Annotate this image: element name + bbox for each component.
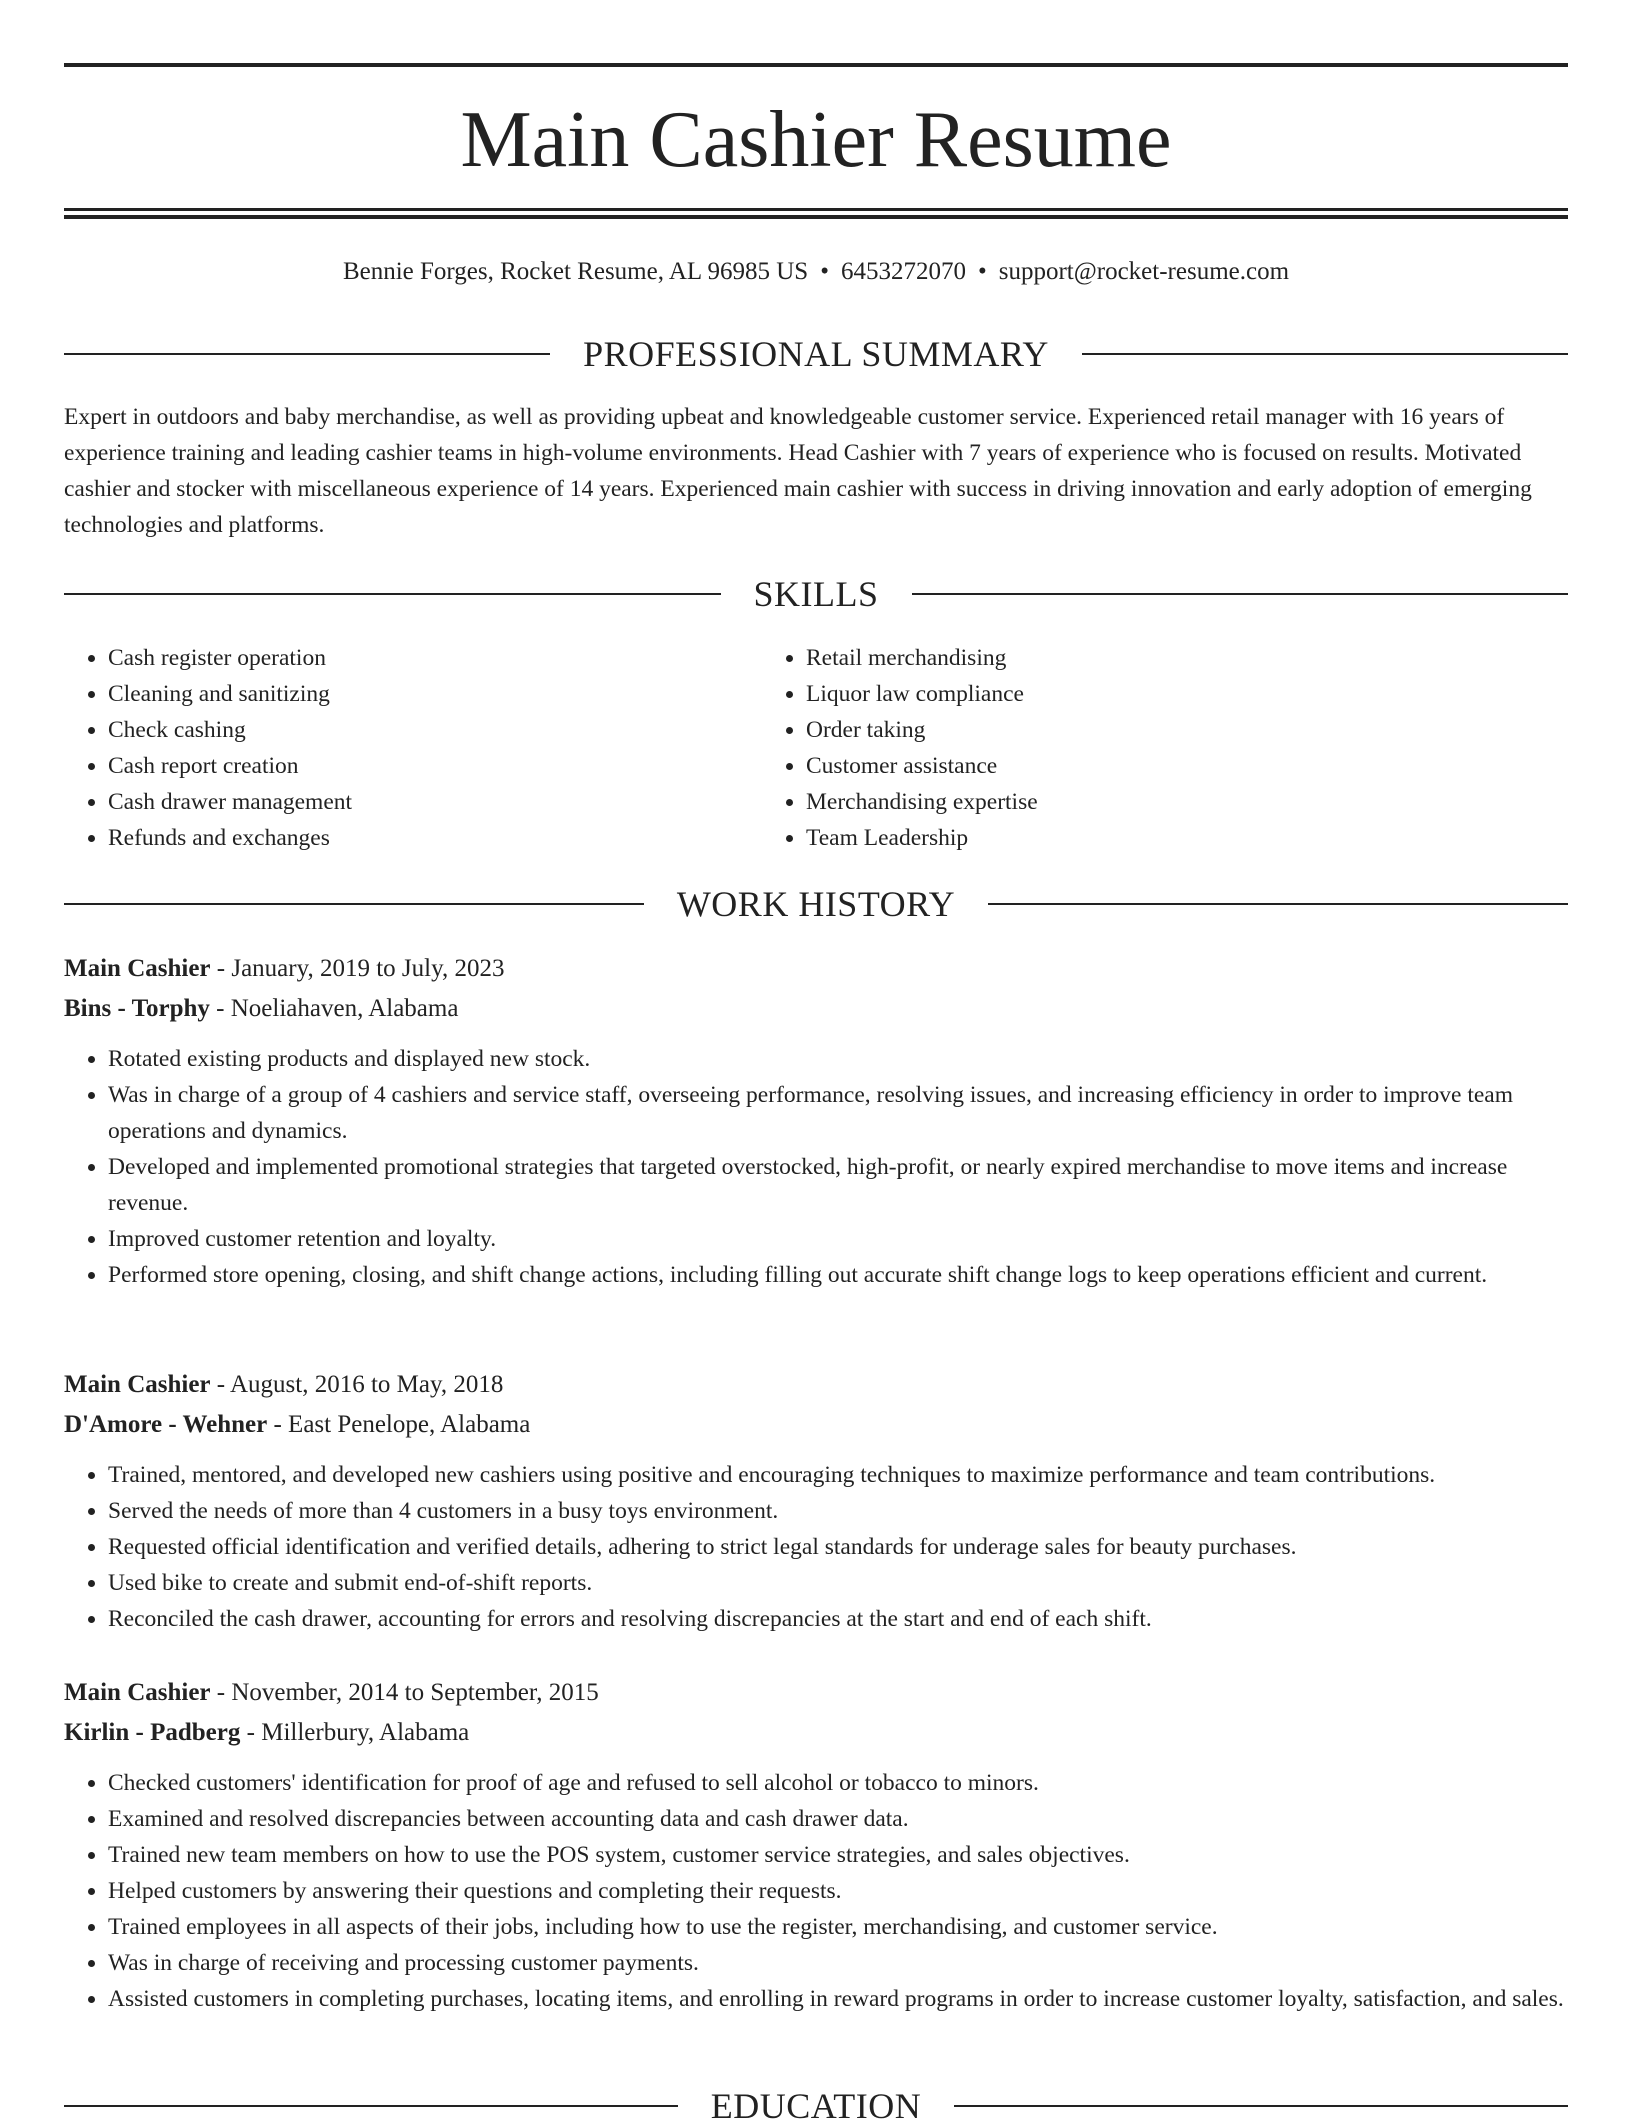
skill-item: • Cleaning and sanitizing <box>108 676 762 712</box>
job-company-line <box>64 1405 1568 1445</box>
skills-column-right <box>762 640 1568 856</box>
job-entry <box>64 1365 1568 1637</box>
job-duties <box>64 1457 1568 1637</box>
skill-item: • Customer assistance <box>806 748 1568 784</box>
title-rule-upper <box>64 208 1568 211</box>
job-duty-item: • Assisted customers in completing purchases, locating items, and enrolling in reward programs in order to increase customer loyalty, satisfaction, and sales. <box>108 1981 1568 2017</box>
job-duty-item: • Developed and implemented promotional strategies that targeted overstocked, high-profit, or nearly expired merchandise to move items and increase revenue. <box>108 1149 1568 1221</box>
section-heading-summary <box>64 332 1568 376</box>
skills-list <box>64 640 1568 856</box>
job-duty-item: • Used bike to create and submit end-of-shift reports. <box>108 1565 1568 1601</box>
resume-title: Main Cashier Resume <box>460 96 1172 184</box>
job-company: Kirlin - Padberg <box>64 1719 241 1746</box>
job-duty-item: • Was in charge of a group of 4 cashiers and service staff, overseeing performance, resolving issues, and increasing efficiency in order to improve team operations and dynamics. <box>108 1077 1568 1149</box>
job-dates: - January, 2019 to July, 2023 <box>210 955 505 982</box>
heading-rule <box>1082 353 1568 355</box>
job-duty-item: • Requested official identification and verified details, adhering to strict legal standards for underage sales for beauty purchases. <box>108 1529 1568 1565</box>
heading-rule <box>64 903 644 905</box>
title-rule-lower <box>64 215 1568 219</box>
skill-item: • Cash register operation <box>108 640 762 676</box>
job-duty-item: • Trained new team members on how to use the POS system, customer service strategies, and sales objectives. <box>108 1837 1568 1873</box>
heading-rule <box>64 593 721 595</box>
skill-item: • Order taking <box>806 712 1568 748</box>
heading-rule <box>64 353 550 355</box>
job-dates: - August, 2016 to May, 2018 <box>210 1371 504 1398</box>
job-entry <box>64 949 1568 1293</box>
section-heading-skills <box>64 572 1568 616</box>
section-title: PROFESSIONAL SUMMARY <box>583 334 1049 374</box>
job-title-line <box>64 1673 1568 1713</box>
job-duty-item: • Examined and resolved discrepancies between accounting data and cash drawer data. <box>108 1801 1568 1837</box>
job-position: Main Cashier <box>64 955 211 982</box>
skill-item: • Check cashing <box>108 712 762 748</box>
job-duty-item: • Reconciled the cash drawer, accounting for errors and resolving discrepancies at the start and end of each shift. <box>108 1601 1568 1637</box>
job-company: Bins - Torphy <box>64 995 210 1022</box>
job-company-line <box>64 989 1568 1029</box>
contact-separator: • <box>977 258 987 285</box>
job-duty-item: • Improved customer retention and loyalty. <box>108 1221 1568 1257</box>
heading-rule <box>64 2105 678 2107</box>
job-position: Main Cashier <box>64 1679 211 1706</box>
job-dates: - November, 2014 to September, 2015 <box>210 1679 599 1706</box>
job-location: - East Penelope, Alabama <box>267 1411 531 1438</box>
section-heading-education <box>64 2084 1568 2128</box>
section-title: SKILLS <box>753 574 879 614</box>
job-company-line <box>64 1713 1568 1753</box>
skills-column-left <box>64 640 762 856</box>
job-duty-item: • Trained, mentored, and developed new cashiers using positive and encouraging techniques to maximize performance and team contributions. <box>108 1457 1568 1493</box>
job-duty-item: • Helped customers by answering their questions and completing their requests. <box>108 1873 1568 1909</box>
job-duty-item: • Rotated existing products and displayed new stock. <box>108 1041 1568 1077</box>
skill-item: • Refunds and exchanges <box>108 820 762 856</box>
job-location: - Millerbury, Alabama <box>240 1719 470 1746</box>
section-heading-work-history <box>64 882 1568 926</box>
top-rule <box>64 63 1568 67</box>
job-position: Main Cashier <box>64 1371 211 1398</box>
skill-item: • Liquor law compliance <box>806 676 1568 712</box>
skill-item: • Merchandising expertise <box>806 784 1568 820</box>
job-duties <box>64 1765 1568 2017</box>
job-duty-item: • Trained employees in all aspects of their jobs, including how to use the register, merchandising, and customer service. <box>108 1909 1568 1945</box>
job-duty-item: • Checked customers' identification for proof of age and refused to sell alcohol or tobacco to minors. <box>108 1765 1568 1801</box>
section-title: WORK HISTORY <box>676 884 956 924</box>
heading-rule <box>954 2105 1568 2107</box>
job-title-line <box>64 1365 1568 1405</box>
contact-email: support@rocket-resume.com <box>998 258 1290 285</box>
contact-line <box>64 254 1568 290</box>
section-title: EDUCATION <box>710 2086 922 2126</box>
job-duty-item: • Was in charge of receiving and processing customer payments. <box>108 1945 1568 1981</box>
heading-rule <box>912 593 1569 595</box>
job-location: - Noeliahaven, Alabama <box>209 995 459 1022</box>
summary-text: Expert in outdoors and baby merchandise, as well as providing upbeat and knowledgeable customer service. Experienced retail manager with 16 years of experience training and leading cashier teams in high-volume environments. Head Cashier with 7 years of experience who is focused on results. Motivated cashier and stocker with miscellaneous experience of 14 years. Experienced main cashier with success in driving innovation and early adoption of emerging technologies and platforms. <box>64 404 1532 538</box>
job-company: D'Amore - Wehner <box>64 1411 268 1438</box>
job-entry <box>64 1673 1568 2017</box>
job-duties <box>64 1041 1568 1293</box>
job-duty-item: • Performed store opening, closing, and shift change actions, including filling out accurate shift change logs to keep operations efficient and current. <box>108 1257 1568 1293</box>
skill-item: • Retail merchandising <box>806 640 1568 676</box>
skill-item: • Cash drawer management <box>108 784 762 820</box>
contact-address: Bennie Forges, Rocket Resume, AL 96985 US <box>342 258 809 285</box>
heading-rule <box>988 903 1568 905</box>
skill-item: • Team Leadership <box>806 820 1568 856</box>
skill-item: • Cash report creation <box>108 748 762 784</box>
job-title-line <box>64 949 1568 989</box>
contact-separator: • <box>820 258 829 285</box>
contact-phone: 6453272070 <box>840 258 966 285</box>
job-duty-item: • Served the needs of more than 4 customers in a busy toys environment. <box>108 1493 1568 1529</box>
